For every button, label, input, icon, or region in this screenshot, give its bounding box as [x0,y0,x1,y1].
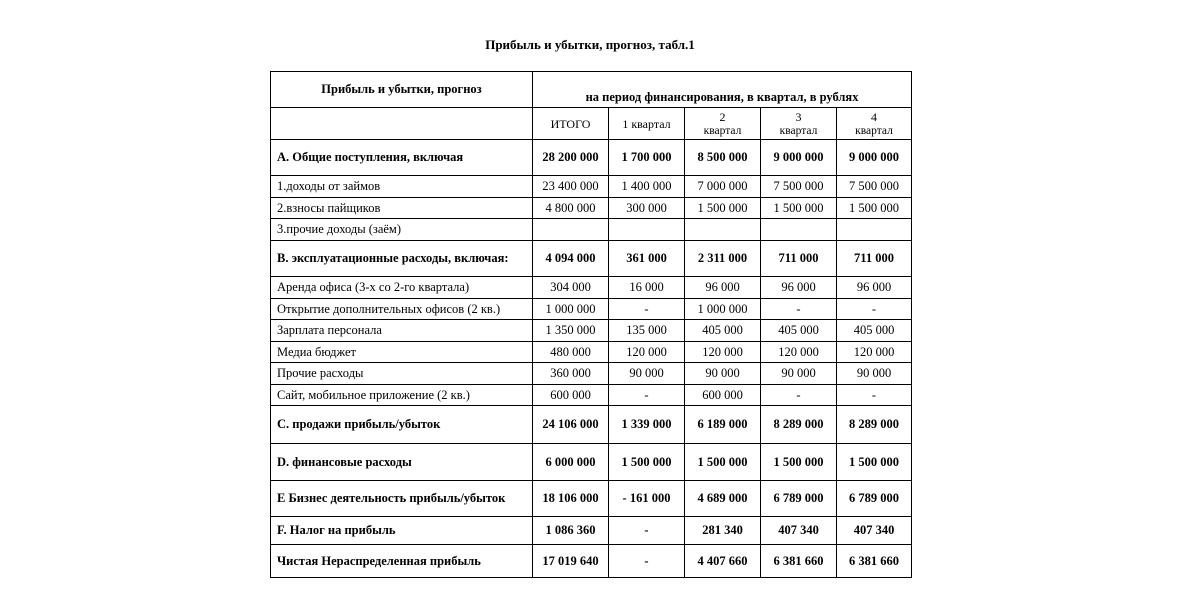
value-cell: 9 000 000 [761,140,837,176]
table-row [271,481,912,517]
value-cell: 300 000 [609,198,685,219]
table-row [271,277,912,299]
value-cell: 407 340 [761,517,837,545]
value-cell: 8 289 000 [837,406,912,444]
column-header-word: квартал [855,124,893,137]
value-cell: - [761,385,837,406]
row-label: A. Общие поступления, включая [271,140,533,176]
table-row [271,219,912,241]
document-title: Прибыль и убытки, прогноз, табл.1 [485,37,695,52]
value-cell: 1 400 000 [609,176,685,198]
row-label: 3.прочие доходы (заём) [271,219,533,241]
period-header: на период финансирования, в квартал, в рублях [533,72,912,108]
table-row [271,320,912,342]
value-cell: 711 000 [837,241,912,277]
value-cell: 4 407 660 [685,545,761,578]
column-header-number: 4 [871,109,878,124]
column-header-number: 2 [719,109,726,124]
column-header-q2 [685,108,761,140]
value-cell: 361 000 [609,241,685,277]
table-row [271,545,912,578]
row-label: D. финансовые расходы [271,444,533,481]
value-cell: 480 000 [533,342,609,363]
value-cell [609,219,685,241]
value-cell: 120 000 [837,342,912,363]
value-cell: 6 789 000 [837,481,912,517]
value-cell: - [761,299,837,320]
profit-loss-table [270,71,912,578]
table-row [271,299,912,320]
value-cell: 120 000 [685,342,761,363]
column-header-q1 [609,108,685,140]
value-cell: 1 500 000 [761,444,837,481]
table-row [271,198,912,219]
table-row [271,444,912,481]
value-cell: 281 340 [685,517,761,545]
value-cell: - [609,385,685,406]
value-cell: 90 000 [837,363,912,385]
column-header-number: 3 [795,109,802,124]
value-cell: 360 000 [533,363,609,385]
value-cell: 405 000 [761,320,837,342]
value-cell: 407 340 [837,517,912,545]
header-row-1 [271,72,912,108]
value-cell: 96 000 [761,277,837,299]
column-header-word: квартал [703,124,742,137]
table-row [271,140,912,176]
header-row-2 [271,108,912,140]
value-cell: 90 000 [609,363,685,385]
value-cell: 16 000 [609,277,685,299]
blank-header-cell [271,108,533,140]
value-cell: 24 106 000 [533,406,609,444]
value-cell: 304 000 [533,277,609,299]
value-cell: 8 289 000 [761,406,837,444]
column-header-q4 [837,108,912,140]
table-row [271,363,912,385]
value-cell: 405 000 [837,320,912,342]
value-cell: 2 311 000 [685,241,761,277]
value-cell: 28 200 000 [533,140,609,176]
value-cell: - [609,299,685,320]
value-cell: 1 500 000 [761,198,837,219]
table-row [271,406,912,444]
row-label: C. продажи прибыль/убыток [271,406,533,444]
value-cell: - 161 000 [609,481,685,517]
row-label: 1.доходы от займов [271,176,533,198]
table-row [271,241,912,277]
value-cell: 23 400 000 [533,176,609,198]
value-cell [685,219,761,241]
value-cell: 135 000 [609,320,685,342]
value-cell: 96 000 [837,277,912,299]
table-row [271,176,912,198]
value-cell: - [837,385,912,406]
value-cell: 6 381 660 [761,545,837,578]
value-cell: 7 000 000 [685,176,761,198]
column-header-word: квартал [779,124,818,137]
value-cell: 4 800 000 [533,198,609,219]
row-label: Аренда офиса (3-х со 2-го квартала) [271,277,533,299]
table-row [271,342,912,363]
row-label: E Бизнес деятельность прибыль/убыток [271,481,533,517]
row-label: Прочие расходы [271,363,533,385]
value-cell: 18 106 000 [533,481,609,517]
table-row [271,517,912,545]
column-header-label: ИТОГО [550,116,591,131]
value-cell: - [609,545,685,578]
value-cell: 90 000 [761,363,837,385]
row-label: 2.взносы пайщиков [271,198,533,219]
value-cell: 7 500 000 [761,176,837,198]
row-label: F. Налог на прибыль [271,517,533,545]
row-label: Медиа бюджет [271,342,533,363]
value-cell: 1 000 000 [533,299,609,320]
value-cell: 600 000 [533,385,609,406]
value-cell: 6 381 660 [837,545,912,578]
value-cell: - [609,517,685,545]
value-cell: 1 500 000 [609,444,685,481]
value-cell [837,219,912,241]
row-label: Сайт, мобильное приложение (2 кв.) [271,385,533,406]
value-cell: 90 000 [685,363,761,385]
value-cell: 1 500 000 [837,444,912,481]
value-cell: 1 339 000 [609,406,685,444]
value-cell: 9 000 000 [837,140,912,176]
table-row [271,385,912,406]
row-label: B. эксплуатационные расходы, включая: [271,241,533,277]
value-cell: 405 000 [685,320,761,342]
value-cell: 711 000 [761,241,837,277]
value-cell: 600 000 [685,385,761,406]
value-cell: 1 000 000 [685,299,761,320]
value-cell: - [837,299,912,320]
corner-header: Прибыль и убытки, прогноз [271,72,533,108]
value-cell: 96 000 [685,277,761,299]
value-cell: 6 789 000 [761,481,837,517]
row-label: Чистая Нераспределенная прибыль [271,545,533,578]
value-cell: 6 000 000 [533,444,609,481]
value-cell: 17 019 640 [533,545,609,578]
column-header-total [533,108,609,140]
value-cell: 7 500 000 [837,176,912,198]
column-header-q3 [761,108,837,140]
value-cell: 4 689 000 [685,481,761,517]
row-label: Открытие дополнительных офисов (2 кв.) [271,299,533,320]
value-cell [761,219,837,241]
value-cell: 1 500 000 [685,198,761,219]
value-cell: 120 000 [761,342,837,363]
row-label: Зарплата персонала [271,320,533,342]
column-header-label: 1 квартал [622,116,671,131]
value-cell: 8 500 000 [685,140,761,176]
value-cell: 1 700 000 [609,140,685,176]
value-cell: 1 500 000 [837,198,912,219]
value-cell: 1 500 000 [685,444,761,481]
value-cell: 6 189 000 [685,406,761,444]
value-cell: 4 094 000 [533,241,609,277]
value-cell: 1 350 000 [533,320,609,342]
value-cell [533,219,609,241]
value-cell: 120 000 [609,342,685,363]
value-cell: 1 086 360 [533,517,609,545]
